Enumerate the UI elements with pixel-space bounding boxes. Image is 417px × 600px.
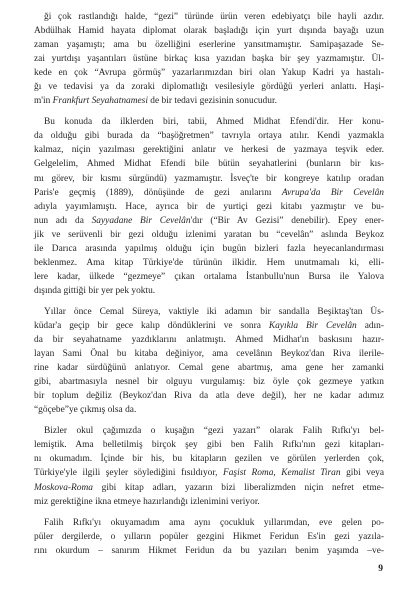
text-run: rine kadar sürdüğünü anlatıyor. Cemal gene abartmış, ama gene her zamanki [34, 363, 384, 374]
text-run: Türkiye'yle ilgili şeyler söylediğini fısıldıyor, [34, 468, 223, 479]
text-run: Bizler okul çağımızda o kuşağın “gezi yazarı” olarak Falih Rıfkı'yı bel- [44, 426, 384, 437]
text-line [34, 38, 384, 52]
text-run: lemiştik. Ama belletilmiş birçok şey gibi ben Falih Rıfkı'nın gezi kitapları- [34, 440, 384, 451]
text-line [34, 389, 384, 403]
text-line [34, 52, 384, 66]
text-line [34, 270, 384, 284]
text-run: zaman yaşamıştı; ama bu özelliğini eserlerine yansıtmamıştır. Samipaşazade Se- [34, 40, 384, 51]
text-run: lere kadar, ülkede “gezmeye” çıkan ortalama İstanbullu'nun Bursa ile Yalova [34, 271, 384, 282]
text-run: “göçebe”ye çıkmış olsa da. [34, 405, 137, 416]
text-line [34, 516, 384, 530]
text-run: kede en çok “Avrupa görmüş” yazarlarımızdan biri olan Yakup Kadri ya hastalı- [34, 68, 384, 79]
text-run: Yıllar önce Cemal Süreya, vaktiyle iki adamın bir sandalla Beşiktaş'tan Üs- [44, 306, 384, 317]
text-line [34, 361, 384, 375]
text-run: dışında gittiği bir yer pek yoktu. [34, 285, 156, 296]
italic-title: Moskova-Roma [34, 482, 93, 493]
text-run: beklenmez. Ama kitap Türkiye'de türünün ilkidir. Hem unutmamalı ki, elli- [34, 257, 384, 268]
italic-title: Avrupa'da Bir Cevelân [281, 187, 384, 198]
text-run: kalmaz, niçin yazılması gerektiğini anlatır ve herkesi de yazmaya teşvik eder. [34, 145, 384, 156]
text-run: layan Sami Önal bu kitaba değiniyor, ama cevelânın Beykoz'dan Riva ilerile- [34, 349, 384, 360]
text-run: nun adı da [34, 215, 92, 226]
italic-title: Faşist Roma, Kemalist Tiran [222, 468, 341, 479]
text-run: gibi veya [340, 468, 384, 479]
text-line [34, 333, 384, 347]
text-run: rını okurdum – sanırım Hikmet Feridun da bu yazıları benim yaşımda –ve- [34, 545, 384, 556]
text-line [34, 256, 384, 270]
text-line [34, 347, 384, 361]
text-line [34, 66, 384, 80]
text-run: küdar'a geçip bir gece kalıp döndüklerini ve sonra [34, 320, 269, 331]
text-line [34, 186, 384, 200]
text-line [34, 403, 384, 417]
text-run: adıyla yayımlamıştı. Hace, ayrıca bir de yurtiçi gezi kitabı yazmıştır ve bu- [34, 201, 384, 212]
text-line [34, 452, 384, 466]
text-line [34, 466, 384, 480]
text-run: Abdülhak Hamid hayata diplomat olarak başladığı için yurt dışında bayağı uzun [34, 26, 384, 37]
text-run: püler dergilerde, o yılların popüler gezgini Hikmet Feridun Es'in gezi yazıla- [34, 531, 384, 542]
text-run: adın- [356, 320, 385, 331]
text-run: ği çok rastlandığı halde, “gezi” türünde ürün veren edebiyatçı bile hayli azdır. [44, 12, 384, 22]
text-line [34, 424, 384, 438]
text-line [34, 242, 384, 256]
text-run: bir toplum değiliz (Beykoz'dan Riva da atla deve değil), her ne kadar adımız [34, 391, 384, 402]
text-line [34, 143, 384, 157]
text-line [34, 375, 384, 389]
text-run: m'in [34, 96, 53, 107]
text-run: zai yurtdışı yaşantıları üstüne birkaç kısa yazıdan başka bir şey yazmamıştır. Ül- [34, 54, 384, 65]
page-number: 9 [378, 564, 383, 574]
text-line [34, 228, 384, 242]
text-run: Gelgelelim, Ahmed Midhat Efendi bile bütün seyahatlerini (bunların bir kıs- [34, 159, 384, 170]
text-run: 'dır (“Bir Av Gezisi” denebilir). Epey ener- [190, 215, 385, 226]
text-line [34, 495, 384, 509]
italic-title: Frankfurt Seyahatnamesi [52, 96, 148, 107]
text-line [34, 319, 384, 333]
italic-title: Sayyadane Bir Cevelân [91, 215, 191, 226]
text-run: ğı ve tedavisi ya da zoraki diplomatlığı vesilesiyle gördüğü yerleri anlattı. Haşi- [34, 82, 384, 93]
text-run: mı görev, bir kısmı sürgündü) yazmamıştır. İsveç'te bir kongreye katılıp oradan [34, 173, 384, 184]
text-line [34, 438, 384, 452]
text-line [34, 544, 384, 558]
text-run: Falih Rıfkı'yı okuyamadım ama aynı çocukluk yıllarımdan, eve gelen po- [44, 517, 384, 528]
text-line [34, 10, 384, 24]
body-text [34, 10, 384, 558]
text-run: nı okumadım. İçinde bir his, bu kitapların gezilen ve görülen yerlerden çok, [34, 454, 384, 465]
text-line [34, 530, 384, 544]
text-run: jik ve serüvenli bir gezi olduğu izlenimi yaratan bu “cevelân” aslında Beykoz [34, 229, 384, 240]
text-line [34, 481, 384, 495]
text-line [34, 94, 384, 108]
text-line [34, 284, 384, 298]
text-run: Paris'e geçmiş (1889), dönüşünde de gezi anılarını [34, 187, 282, 198]
italic-title: Kayıkla Bir Cevelân [268, 320, 357, 331]
text-line [34, 24, 384, 38]
text-run: miz gerektiğine ikna etmeye hazırlandığı izlenimini veriyor. [34, 496, 260, 507]
text-line [34, 129, 384, 143]
text-run: Bu konuda da ilklerden biri, tabii, Ahmed Midhat Efendi'dir. Her konu- [44, 117, 384, 128]
text-run: de bir tedavi gezisinin sonucudur. [147, 96, 277, 107]
text-line [34, 80, 384, 94]
text-run: da bir seyahatname yazdıklarını anlatmıştı. Ahmed Midhat'ın baskısını hazır- [34, 335, 384, 346]
text-run: gibi, abartmasıyla nesnel bir olguyu vurgulamış: biz öyle çok gezmeye yatkın [34, 377, 384, 388]
text-run: da olduğu gibi burada da “başöğretmen” tavrıyla ortaya atılır. Kendi yazmakla [34, 131, 384, 142]
text-line [34, 214, 384, 228]
text-line [34, 305, 384, 319]
text-line [34, 172, 384, 186]
text-run: gibi kitap adları, yazarın bizi liberalizmden niçin nefret etme- [92, 482, 384, 493]
text-line [34, 115, 384, 129]
text-run: ile Darıca arasında yapılmış olduğu için bugün bizleri fazla heyecanlandırması [34, 243, 384, 254]
text-line [34, 157, 384, 171]
text-line [34, 200, 384, 214]
